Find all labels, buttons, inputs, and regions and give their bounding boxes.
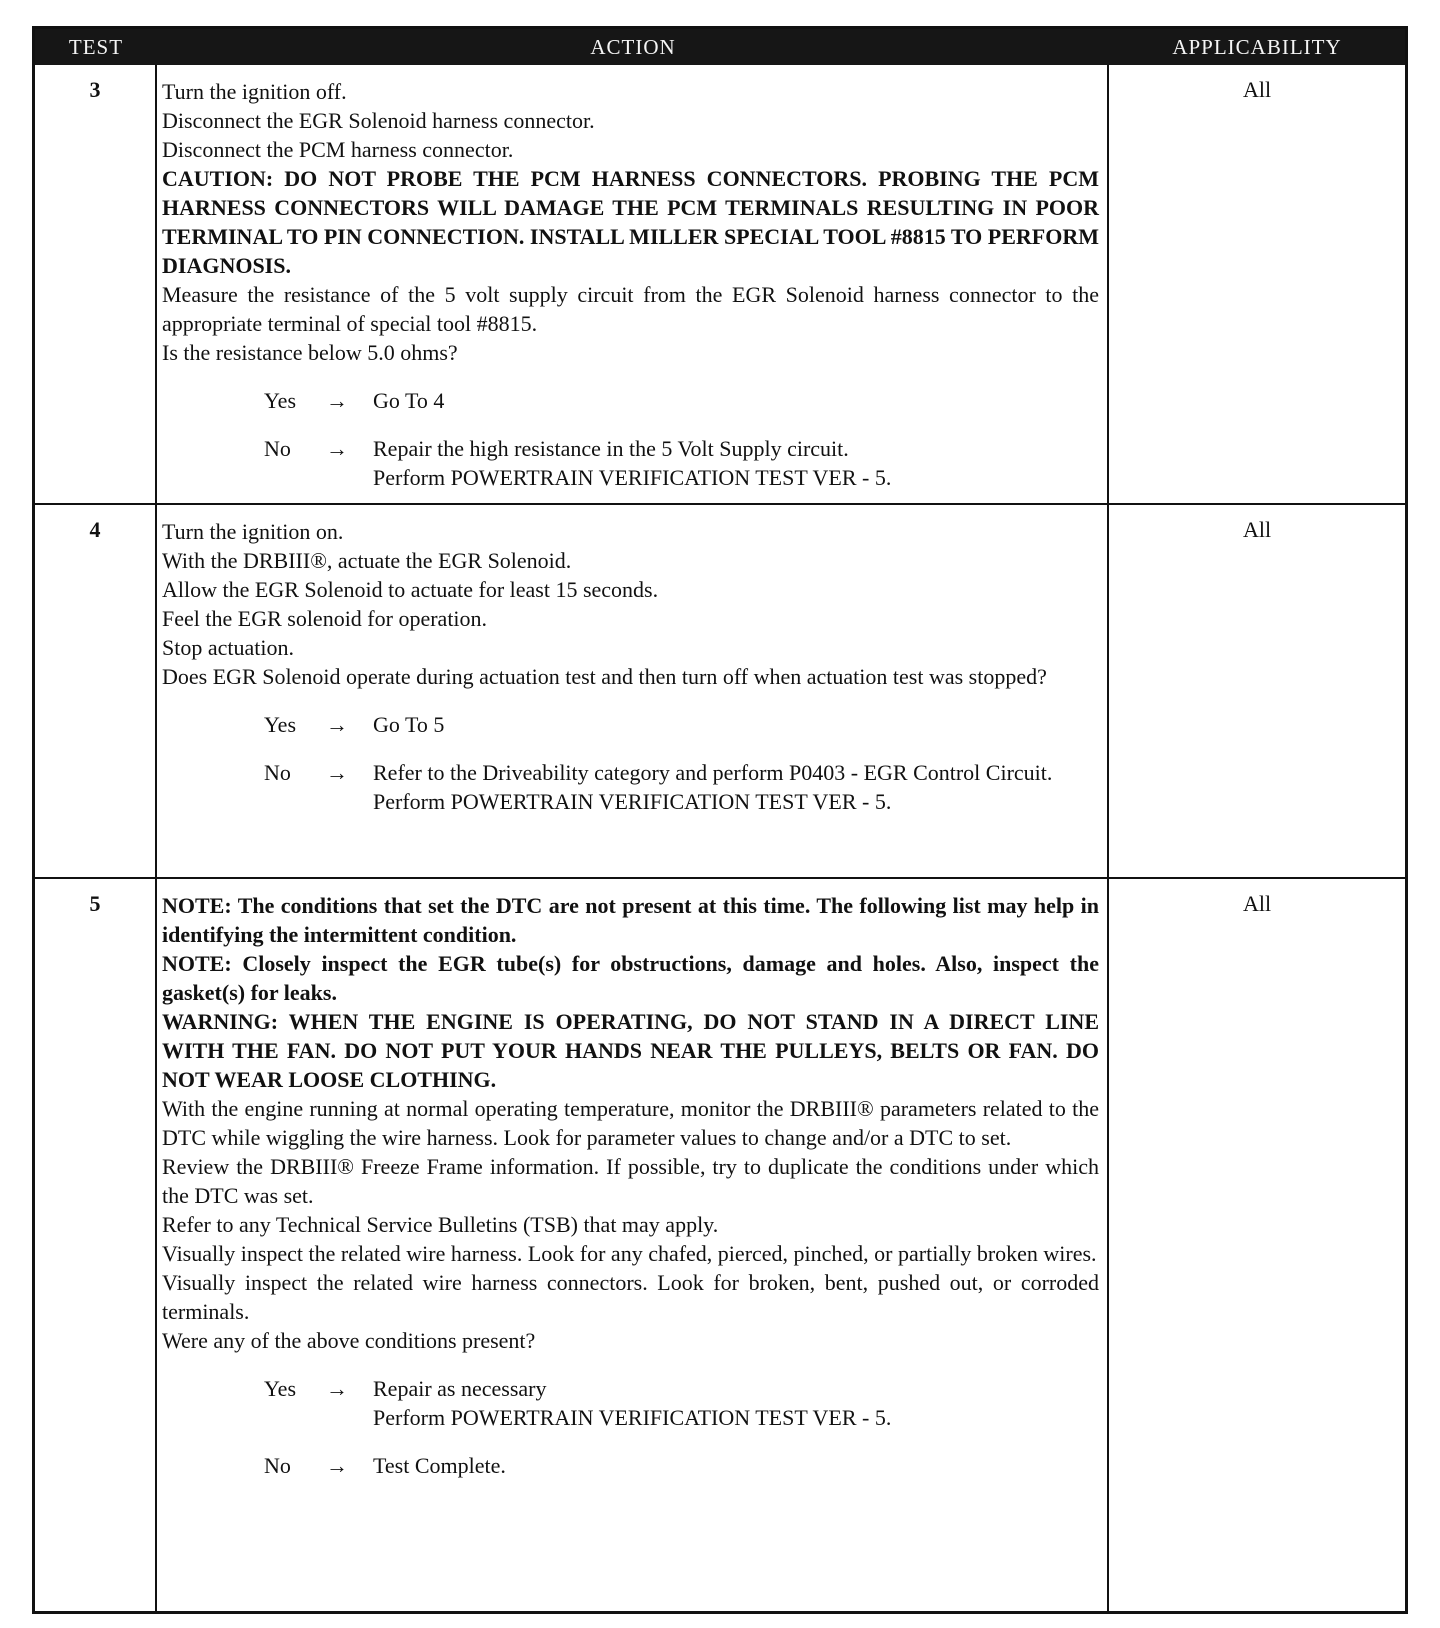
applicability-cell: All — [1242, 517, 1272, 542]
note-text: NOTE: Closely inspect the EGR tube(s) for obstructions, damage and holes. Also, inspect the gasket(s) for leaks. — [162, 951, 1099, 1005]
diagnostic-test-table — [32, 26, 1408, 1614]
action-line: With the DRBIII®, actuate the EGR Solenoid. — [162, 548, 572, 573]
option-label: No — [264, 1453, 291, 1478]
question-text: Is the resistance below 5.0 ohms? — [162, 340, 458, 365]
option-result — [373, 758, 1099, 816]
action-cell — [162, 517, 1099, 845]
action-line: With the engine running at normal operating temperature, monitor the DRBIII® parameters related to the DTC while wiggling the wire harness. Look for parameter values to change and/or a DTC to set. — [162, 1096, 1099, 1150]
option-no — [162, 434, 1099, 492]
question-text: Does EGR Solenoid operate during actuation test and then turn off when actuation test was stopped? — [162, 664, 1047, 689]
header-applicability: APPLICABILITY — [1172, 35, 1342, 59]
result-line: Perform POWERTRAIN VERIFICATION TEST VER - 5. — [373, 789, 892, 814]
test-number: 3 — [89, 77, 101, 102]
arrow-icon: → — [326, 760, 348, 785]
note-text: NOTE: The conditions that set the DTC are not present at this time. The following list may help in identifying the intermittent condition. — [162, 893, 1099, 947]
action-cell — [162, 891, 1099, 1480]
action-line: Stop actuation. — [162, 635, 294, 660]
arrow-icon: → — [326, 436, 348, 461]
action-line: Measure the resistance of the 5 volt supply circuit from the EGR Solenoid harness connector to the appropriate terminal of special tool #8815. — [162, 282, 1099, 336]
option-no — [162, 1451, 1099, 1480]
action-line: Turn the ignition on. — [162, 519, 344, 544]
question-text: Were any of the above conditions present? — [162, 1328, 536, 1353]
warning-text: WARNING: WHEN THE ENGINE IS OPERATING, DO NOT STAND IN A DIRECT LINE WITH THE FAN. DO NOT PUT YOUR HANDS NEAR THE PULLEYS, BELTS OR FAN. DO NOT WEAR LOOSE CLOTHING. — [162, 1009, 1099, 1092]
table-row-test-5 — [35, 879, 1405, 1611]
header-test: TEST — [68, 35, 124, 59]
arrow-icon: → — [326, 388, 348, 413]
option-label: Yes — [264, 1376, 297, 1401]
result-line: Perform POWERTRAIN VERIFICATION TEST VER - 5. — [373, 1405, 892, 1430]
action-line: Disconnect the PCM harness connector. — [162, 137, 514, 162]
option-result — [373, 1451, 1099, 1480]
action-line: Visually inspect the related wire harness. Look for any chafed, pierced, pinched, or partially broken wires. — [162, 1241, 1097, 1266]
option-yes — [162, 710, 1099, 739]
caution-text: CAUTION: DO NOT PROBE THE PCM HARNESS CONNECTORS. PROBING THE PCM HARNESS CONNECTORS WILL DAMAGE THE PCM TERMINALS RESULTING IN POOR TERMINAL TO PIN CONNECTION. INSTALL MILLER SPECIAL TOOL #8815 TO PERFORM DIAGNOSIS. — [162, 166, 1099, 278]
option-result — [373, 386, 1099, 415]
option-result — [373, 710, 1099, 739]
test-number: 5 — [89, 891, 101, 916]
arrow-icon: → — [326, 712, 348, 737]
result-line: Perform POWERTRAIN VERIFICATION TEST VER - 5. — [373, 465, 892, 490]
action-line: Disconnect the EGR Solenoid harness connector. — [162, 108, 595, 133]
result-line: Repair as necessary — [373, 1376, 547, 1401]
result-line: Refer to the Driveability category and perform P0403 - EGR Control Circuit. — [373, 760, 1053, 785]
test-number: 4 — [89, 517, 101, 542]
option-result — [373, 1374, 1099, 1432]
action-line: Allow the EGR Solenoid to actuate for least 15 seconds. — [162, 577, 659, 602]
applicability-cell: All — [1242, 891, 1272, 916]
table-row-test-3 — [35, 65, 1405, 503]
result-line: Test Complete. — [373, 1453, 506, 1478]
table-row-test-4 — [35, 505, 1405, 877]
action-line: Feel the EGR solenoid for operation. — [162, 606, 488, 631]
option-label: Yes — [264, 712, 297, 737]
header-action: ACTION — [590, 35, 676, 59]
option-result — [373, 434, 1099, 492]
result-line: Go To 5 — [373, 712, 445, 737]
result-line: Go To 4 — [373, 388, 445, 413]
result-line: Repair the high resistance in the 5 Volt Supply circuit. — [373, 436, 849, 461]
action-line: Visually inspect the related wire harness connectors. Look for broken, bent, pushed out, or corroded terminals. — [162, 1270, 1099, 1324]
action-line: Refer to any Technical Service Bulletins (TSB) that may apply. — [162, 1212, 719, 1237]
option-yes — [162, 386, 1099, 415]
option-label: Yes — [264, 388, 297, 413]
action-line: Review the DRBIII® Freeze Frame information. If possible, try to duplicate the conditions under which the DTC was set. — [162, 1154, 1099, 1208]
option-label: No — [264, 760, 291, 785]
arrow-icon: → — [326, 1453, 348, 1478]
applicability-cell: All — [1242, 77, 1272, 102]
table-header — [35, 29, 1405, 65]
action-line: Turn the ignition off. — [162, 79, 347, 104]
action-cell — [162, 77, 1099, 492]
arrow-icon: → — [326, 1376, 348, 1401]
option-no — [162, 758, 1099, 845]
option-yes — [162, 1374, 1099, 1432]
option-label: No — [264, 436, 291, 461]
